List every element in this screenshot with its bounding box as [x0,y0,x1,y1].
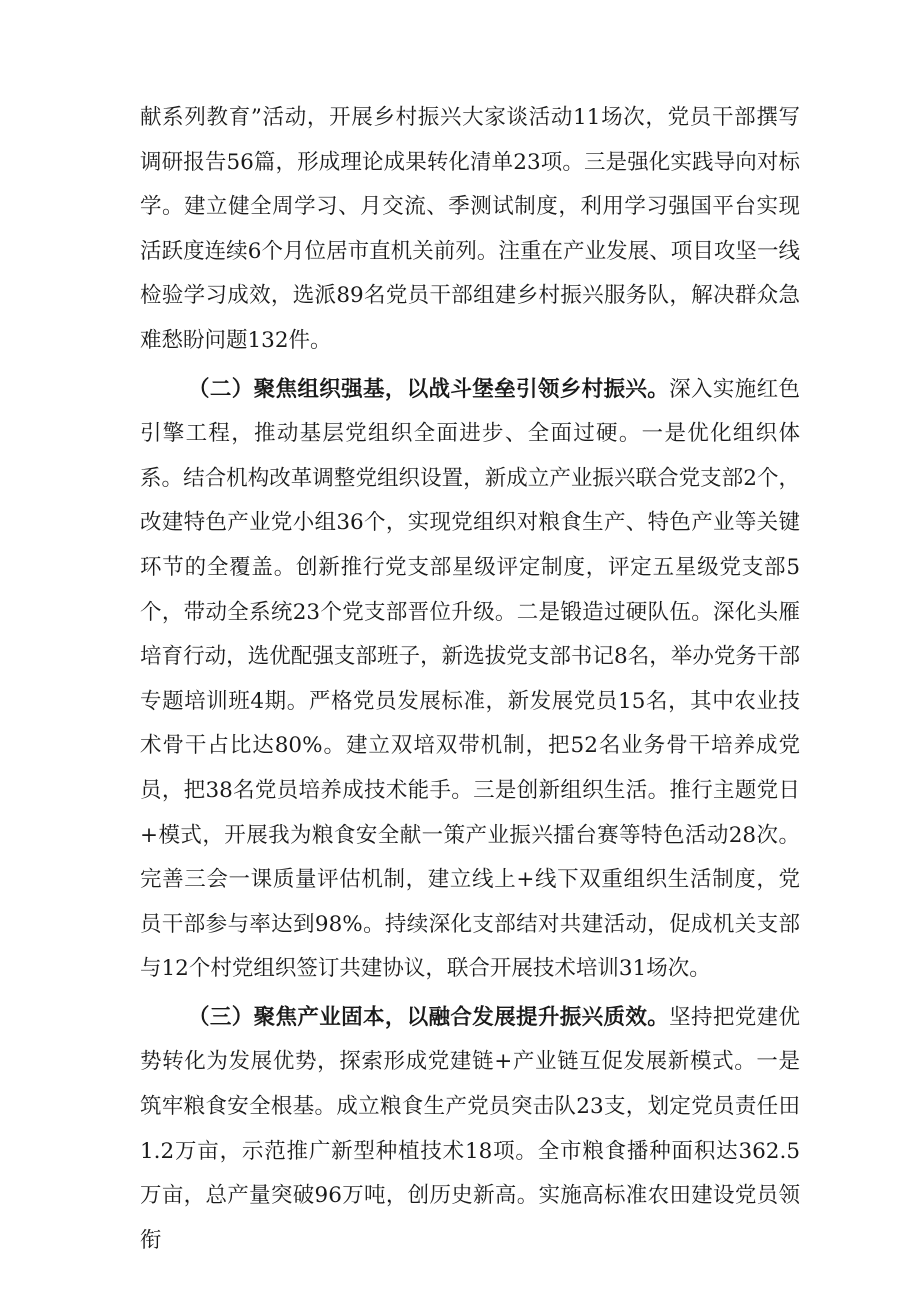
paragraph-2 [140,368,800,992]
section-heading-3: （三）聚焦产业固本，以融合发展提升振兴质效。 [188,1004,670,1030]
paragraph-text: 献系列教育”活动，开展乡村振兴大家谈活动11场次，党员干部撰写调研报告56篇，形成理论成果转化清单23项。三是强化实践导向对标学。建立健全周学习、月交流、季测试制度，利用学习强国平台实现活跃度连续6个月位居市直机关前列。注重在产业发展、项目攻坚一线检验学习成效，选派89名党员干部组建乡村振兴服务队，解决群众急难愁盼问题132件。 [140,105,800,353]
section-heading-2: （二）聚焦组织强基，以战斗堡垒引领乡村振兴。 [188,376,670,402]
paragraph-3 [140,996,800,1264]
paragraph-text: 深入实施红色引擎工程，推动基层党组织全面进步、全面过硬。一是优化组织体系。结合机构改革调整党组织设置，新成立产业振兴联合党支部2个，改建特色产业党小组36个，实现党组织对粮食生产、特色产业等关键环节的全覆盖。创新推行党支部星级评定制度，评定五星级党支部5个，带动全系统23个党支部晋位升级。二是锻造过硬队伍。深化头雁培育行动，选优配强支部班子，新选拔党支部书记8名，举办党务干部专题培训班4期。严格党员发展标准，新发展党员15名，其中农业技术骨干占比达80%。建立双培双带机制，把52名业务骨干培养成党员，把38名党员培养成技术能手。三是创新组织生活。推行主题党日+模式，开展我为粮食安全献一策产业振兴擂台赛等特色活动28次。完善三会一课质量评估机制，建立线上+线下双重组织生活制度，党员干部参与率达到98%。持续深化支部结对共建活动，促成机关支部与12个村党组织签订共建协议，联合开展技术培训31场次。 [140,376,800,982]
paragraph-text: 坚持把党建优势转化为发展优势，探索形成党建链+产业链互促发展新模式。一是筑牢粮食安全根基。成立粮食生产党员突击队23支，划定党员责任田1.2万亩，示范推广新型种植技术18项。全市粮食播种面积达362.5万亩，总产量突破96万吨，创历史新高。实施高标准农田建设党员领衔 [140,1004,800,1253]
document-body [140,96,800,1267]
paragraph-1 [140,96,800,364]
